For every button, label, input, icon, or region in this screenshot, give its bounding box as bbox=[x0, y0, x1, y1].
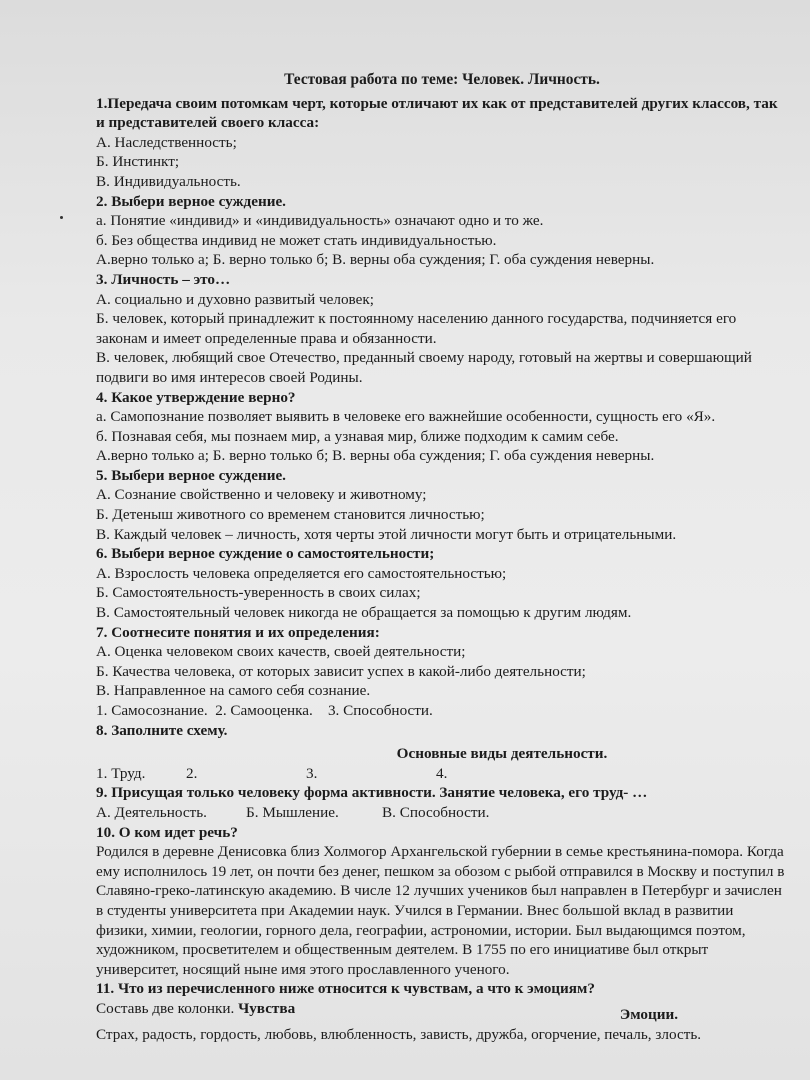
q5-line-1: А. Сознание свойственно и человеку и животному; bbox=[96, 486, 427, 504]
q5-heading: 5. Выбери верное суждение. bbox=[96, 466, 286, 484]
q9-option-a: А. Деятельность. bbox=[96, 803, 207, 821]
q11-col-feelings: Чувства bbox=[238, 999, 296, 1017]
q2-line-1: а. Понятие «индивид» и «индивидуальность» означают одно и то же. bbox=[96, 212, 544, 230]
q4-line-2: б. Познавая себя, мы познаем мир, а узнавая мир, ближе подходим к самим себе. bbox=[96, 427, 619, 445]
q6-line-3: В. Самостоятельный человек никогда не обращается за помощью к другим людям. bbox=[96, 604, 632, 622]
test-sheet bbox=[96, 70, 788, 1044]
scheme-items bbox=[96, 764, 788, 784]
q8-heading: 8. Заполните схему. bbox=[96, 721, 228, 739]
q11-columns bbox=[96, 999, 788, 1025]
q4-answers: А.верно только а; Б. верно только б; В. верны оба суждения; Г. оба суждения неверны. bbox=[96, 447, 655, 465]
q11-words: Страх, радость, гордость, любовь, влюбленность, зависть, дружба, огорчение, печаль, злость. bbox=[96, 1025, 702, 1043]
q11-col-emotions: Эмоции. bbox=[619, 1005, 678, 1023]
q9-option-c: В. Способности. bbox=[382, 803, 490, 821]
q6-heading: 6. Выбери верное суждение о самостоятельности; bbox=[96, 545, 435, 563]
q9-options bbox=[96, 803, 788, 823]
q11-instruction: Составь две колонки. bbox=[96, 999, 235, 1017]
scheme-item-1: 1. Труд. bbox=[96, 764, 146, 782]
q4-line-1: а. Самопознание позволяет выявить в человеке его важнейшие особенности, сущность его «Я». bbox=[96, 408, 716, 426]
q1-option-b: Б. Инстинкт; bbox=[96, 153, 180, 171]
q11-heading: 11. Что из перечисленного ниже относится к чувствам, а что к эмоциям? bbox=[96, 980, 595, 998]
q7-concepts: 1. Самосознание. 2. Самооценка. 3. Способности. bbox=[96, 702, 433, 719]
q7-line-1: А. Оценка человеком своих качеств, своей деятельности; bbox=[96, 643, 466, 661]
q4-heading: 4. Какое утверждение верно? bbox=[96, 388, 296, 406]
q1-option-c: В. Индивидуальность. bbox=[96, 172, 241, 190]
scheme-item-4: 4. bbox=[436, 764, 448, 782]
q1-heading: 1.Передача своим потомкам черт, которые отличают их как от представителей других классов, так и представителей своего класса: bbox=[96, 94, 778, 132]
q3-heading: 3. Личность – это… bbox=[96, 270, 231, 288]
q7-heading: 7. Соотнесите понятия и их определения: bbox=[96, 623, 380, 641]
q3-line-3: В. человек, любящий свое Отечество, преданный своему народу, готовый на жертвы и совершающий подвиги во имя интересов своей Родины. bbox=[96, 349, 752, 386]
speck bbox=[60, 216, 63, 219]
scheme-item-2: 2. bbox=[186, 764, 198, 782]
q6-line-1: А. Взрослость человека определяется его самостоятельностью; bbox=[96, 564, 507, 582]
q2-answers: А.верно только а; Б. верно только б; В. верны оба суждения; Г. оба суждения неверны. bbox=[96, 251, 655, 269]
q5-line-2: Б. Детеныш животного со временем становится личностью; bbox=[96, 506, 485, 524]
q3-line-2: Б. человек, который принадлежит к постоянному населению данного государства, подчиняется его законам и имеет определенные права и обязанности. bbox=[96, 310, 737, 347]
q2-heading: 2. Выбери верное суждение. bbox=[96, 192, 286, 210]
q3-line-1: А. социально и духовно развитый человек; bbox=[96, 290, 374, 308]
q1-option-a: А. Наследственность; bbox=[96, 133, 237, 151]
scheme-item-3: 3. bbox=[306, 764, 318, 782]
q10-text: Родился в деревне Денисовка близ Холмогор Архангельской губернии в семье крестьянина-помора. Когда ему исполнилось 19 лет, он почти без денег, пешком за обозом с рыбой отправился в Москву и поступил в Славяно-греко-латинскую академию. В числе 12 лучших учеников был направлен в Петербург и зачислен в студенты университета при Академии наук. Учился в Германии. Внес большой вклад в развитии физики, химии, геологии, горного дела, географии, астрономии, истории. Был выдающимся поэтом, художником, просветителем и общественным деятелем. В 1755 по его инициативе был открыт университет, носящий ныне имя этого прославленного ученого. bbox=[96, 843, 785, 978]
q9-heading: 9. Присущая только человеку форма активности. Занятие человека, его труд- … bbox=[96, 784, 648, 802]
q9-option-b: Б. Мышление. bbox=[246, 803, 339, 821]
q10-heading: 10. О ком идет речь? bbox=[96, 823, 238, 841]
q5-line-3: В. Каждый человек – личность, хотя черты этой личности могут быть и отрицательными. bbox=[96, 525, 677, 543]
q7-line-2: Б. Качества человека, от которых зависит успех в какой-либо деятельности; bbox=[96, 662, 586, 680]
page-title: Тестовая работа по теме: Человек. Личность. bbox=[284, 71, 600, 88]
scheme-title: Основные виды деятельности. bbox=[396, 745, 608, 763]
q6-line-2: Б. Самостоятельность-уверенность в своих силах; bbox=[96, 584, 421, 602]
q7-line-3: В. Направленное на самого себя сознание. bbox=[96, 682, 371, 700]
q2-line-2: б. Без общества индивид не может стать индивидуальностью. bbox=[96, 231, 497, 249]
